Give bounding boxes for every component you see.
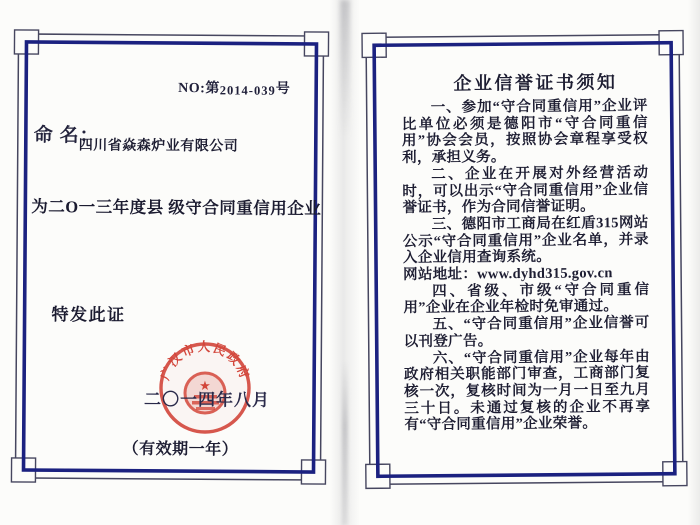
notice-paragraph: 三、德阳市工商局在红盾315网站公示“守合同重信用”企业名单，并录入企业信用查询系统。 (402, 214, 649, 267)
svg-text:★: ★ (199, 379, 211, 394)
award-title: 为二O一三年度县 级守合同重信用企业 (31, 197, 322, 219)
company-name: 四川省焱森炉业有限公司 (78, 136, 239, 154)
issue-date: 二〇一四年八月 (143, 389, 271, 410)
notice-paragraph: 五、“守合同重信用”企业信誉可以刊登广告。 (403, 315, 650, 350)
serial-digits: 2014-039 (219, 83, 276, 98)
notice-paragraph: 二、企业在开展对外经营活动时，可以出示“守合同重信用”企业信誉证书，作为合同信誉证明。 (402, 164, 649, 217)
name-label: 命 名： (33, 125, 100, 147)
notice-paragraph: 六、“守合同重信用”企业每年由政府相关职能部门审查，工商部门复核一次，复核时间为一月一日至九月三十日。未通过复核的企业不再享有“守合同重信用”企业荣誉。 (403, 348, 651, 434)
validity-note: （有效期一年） (122, 440, 239, 459)
serial-prefix: NO:第 (178, 81, 220, 97)
notice-paragraph: 四、省级、市级“守合同重信用”企业在企业年检时免审通过。 (403, 281, 650, 317)
serial-suffix: 号 (275, 81, 291, 97)
notice-website-line: 网站地址：www.dyhd315.gov.cn (403, 265, 613, 284)
notice-body (402, 98, 651, 434)
issue-statement: 特发此证 (51, 305, 126, 325)
notice-paragraph: 一、参加“守合同重信用”企业评比单位必须是德阳市“守合同重信用”协会会员，按照协会章程享受权利，承担义务。 (401, 97, 649, 167)
seal-text: 广汉市人民政府 (157, 340, 253, 383)
notice-title: 企业信誉证书须知 (453, 72, 618, 94)
